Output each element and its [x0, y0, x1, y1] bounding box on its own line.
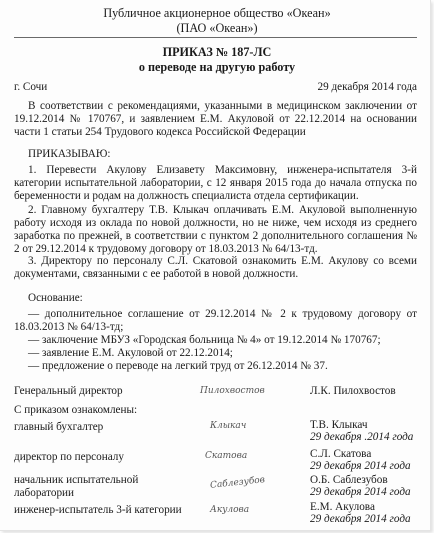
signer-position: директор по персоналу: [14, 451, 124, 463]
signer-position-line2: лаборатории: [14, 487, 75, 499]
order-item-3: 3. Директору по персоналу С.Л. Скатовой ознакомить Е.М. Акулову со всеми документами, связанными с ее работой в новой должности.: [14, 255, 417, 280]
signer-position-line1: начальник испытательной: [14, 474, 139, 486]
acquainted-label: С приказом ознакомлены:: [14, 404, 138, 416]
director-position: Генеральный директор: [14, 385, 123, 397]
signer-signature: Скатова: [205, 451, 248, 461]
order-item-2: 2. Главному бухгалтеру Т.В. Клыкач оплачивать Е.М. Акуловой выполненную работу исходя из оклада по новой должности, но не ниже, чем исходя из среднего заработка по прежней, в соответствии с пунктом 2 дополнительного соглашения № 2 от 29.12.2014 к трудовому договору от 18.03.2013 № 64/13-тд.: [14, 204, 417, 255]
org-name: Публичное акционерное общество «Океан»: [103, 6, 331, 20]
basis-label: Основание:: [28, 292, 83, 304]
signer-position: главный бухгалтер: [14, 421, 104, 433]
signer-date: 29 декабря .2014 года: [310, 431, 414, 443]
signer-date: 29 декабря 2014 года: [310, 460, 411, 472]
order-city: г. Сочи: [14, 81, 48, 93]
order-title: ПРИКАЗ № 187-ЛС: [162, 45, 272, 59]
basis-item-3: — заявление Е.М. Акуловой от 22.12.2014;: [28, 347, 233, 359]
basis-item-1: — дополнительное соглашение от 29.12.2014 № 2 к трудовому договору от 18.03.2013 № 64/13-тд;: [14, 308, 417, 333]
preamble-text: В соответствии с рекомендациями, указанными в медицинском заключении от 19.12.2014 № 170767, и заявлением Е.М. Акуловой от 22.12.2014 на основании части 1 статьи 254 Трудового кодекса Российской Федерации: [14, 100, 417, 138]
signer-name: Т.В. Клыкач: [310, 419, 368, 431]
signer-position: инженер-испытатель 3-й категории: [14, 504, 182, 516]
signer-name: Е.М. Акулова: [310, 501, 375, 513]
order-word: ПРИКАЗЫВАЮ:: [28, 148, 111, 160]
basis-item-4: — предложение о переводе на легкий труд от 26.12.2014 № 37.: [28, 360, 328, 372]
signer-signature: Акулова: [210, 505, 250, 515]
signer-signature: Клыкач: [210, 421, 247, 431]
director-name: Л.К. Пилохвостов: [310, 385, 396, 397]
order-date: 29 декабря 2014 года: [317, 81, 417, 93]
header-divider: [14, 37, 417, 38]
signer-date: 29 декабря 2014 года: [310, 486, 411, 498]
order-subtitle: о переводе на другую работу: [138, 60, 296, 74]
director-signature: Пилохвостов: [200, 386, 265, 396]
org-short-name: (ПАО «Океан»): [176, 21, 258, 35]
signer-name: О.Б. Саблезубов: [310, 474, 388, 486]
signer-date: 29 декабря 2014 года: [310, 513, 411, 525]
order-item-1: 1. Перевести Акулову Елизавету Максимовну, инженера-испытателя 3-й категории испытательной лаборатории, с 12 января 2015 года до начала отпуска по беременности и родам на должность специалиста отдела сертификации.: [14, 164, 417, 202]
signer-name: С.Л. Скатова: [310, 448, 372, 460]
signer-signature: Саблезубов: [209, 475, 266, 491]
basis-item-2: — заключение МБУЗ «Городская больница № 4» от 19.12.2014 № 170767;: [28, 334, 381, 346]
